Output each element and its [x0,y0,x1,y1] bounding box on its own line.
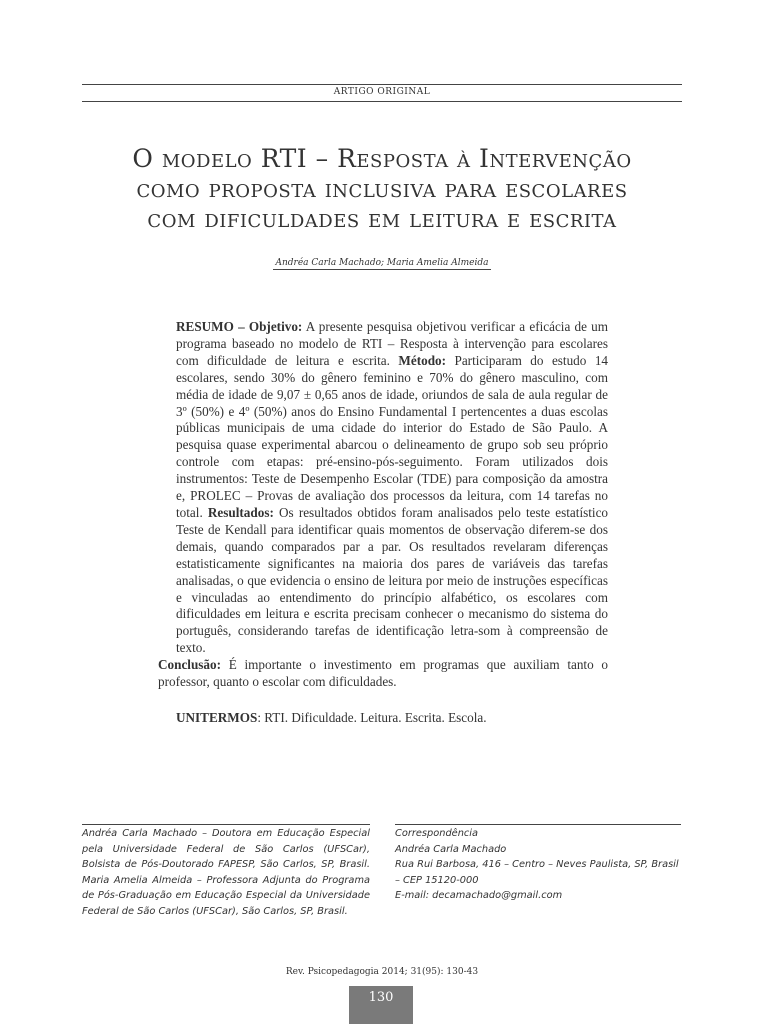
abstract [158,319,608,691]
header-top-rule [82,84,682,85]
section-label: ARTIGO ORIGINAL [333,87,431,97]
keywords [176,710,606,726]
title-line-1: O modelo RTI – Resposta à Intervenção [132,144,632,173]
footnote-left-rule [82,824,370,825]
footnote-right-rule [395,824,681,825]
authors-text: Andréa Carla Machado; Maria Amelia Almeida [275,258,489,268]
keywords-label: UNITERMOS [176,710,258,725]
author-affiliations: Andréa Carla Machado – Doutora em Educação Especial pela Universidade Federal de São Carlos (UFSCar), Bolsista de Pós-Doutorado FAPESP, São Carlos, SP, Brasil. Maria Amelia Almeida – Professora Adjunta do Programa de Pós-Graduação em Educação Especial da Universidade Federal de São Carlos (UFSCar), São Carlos, SP, Brasil. [82,828,370,917]
abstract-metodo: Participaram do estudo 14 escolares, sendo 30% do gênero feminino e 70% do gênero masculino, com média de idade de 9,07 ± 0,65 anos de idade, oriundos de sala de aula regular de 3º (50%) e 4º (50%) anos do Ensino Fundamental I pertencentes a duas escolas públicas municipais de uma cidade do interior do Estado de São Paulo. A pesquisa quase experimental abarcou o delineamento de grupo sob seu próprio controle com etapas: pré-ensino-pós-seguimento. Foram utilizados dois instrumentos: Teste de Desempenho Escolar (TDE) para composição da amostra e, PROLEC – Provas de avaliação dos processos da leitura, com 14 tarefas no total. [176,352,609,520]
correspondence-address: Rua Rui Barbosa, 416 – Centro – Neves Paulista, SP, Brasil – CEP 15120-000 [395,859,679,886]
resultados-label: Resultados: [207,504,274,520]
abstract-resultados: Os resultados obtidos foram analisados pelo teste estatístico Teste de Kendall para identificar quais momentos de observação diferem-se dos demais, quando comparados par a par. Os resultados revelaram diferenças estatisticamente significantes na maioria dos pares de variáveis das tarefas analisadas, o que evidencia o ensino de leitura por meio de instruções específicas e vinculadas ao entendimento do princípio alfabético, os escolares com dificuldades em leitura e escrita precisam conhecer o mecanismo do sistema do português, considerando tarefas de identificação letra-som à compreensão de texto. [176,504,609,656]
article-title [82,144,682,234]
title-line-3: com dificuldades em leitura e escrita [147,204,617,233]
authors [82,258,682,270]
abstract-objetivo: A presente pesquisa objetivou verificar a eficácia de um programa baseado no modelo de RTI – Resposta à intervenção para escolares com dificuldade de leitura e escrita. [176,319,608,368]
correspondence-email: E-mail: decamachado@gmail.com [395,890,563,902]
correspondence-name: Andréa Carla Machado [395,843,507,855]
abstract-conclusao: É importante o investimento em programas que auxiliam tanto o professor, quanto o escolar com dificuldades. [158,657,608,690]
journal-citation: Rev. Psicopedagogia 2014; 31(95): 130-43 [285,967,479,977]
correspondence-heading: Correspondência [395,828,479,839]
resumo-label: RESUMO – Objetivo: [176,319,303,334]
page-number: 130 [349,986,413,1024]
keywords-text: : RTI. Dificuldade. Leitura. Escrita. Escola. [257,710,487,725]
correspondence [395,826,681,904]
title-line-2: como proposta inclusiva para escolares [136,174,628,203]
metodo-label: Método: [398,352,447,368]
header-bottom-rule [82,101,682,102]
conclusao-label: Conclusão: [158,657,222,673]
